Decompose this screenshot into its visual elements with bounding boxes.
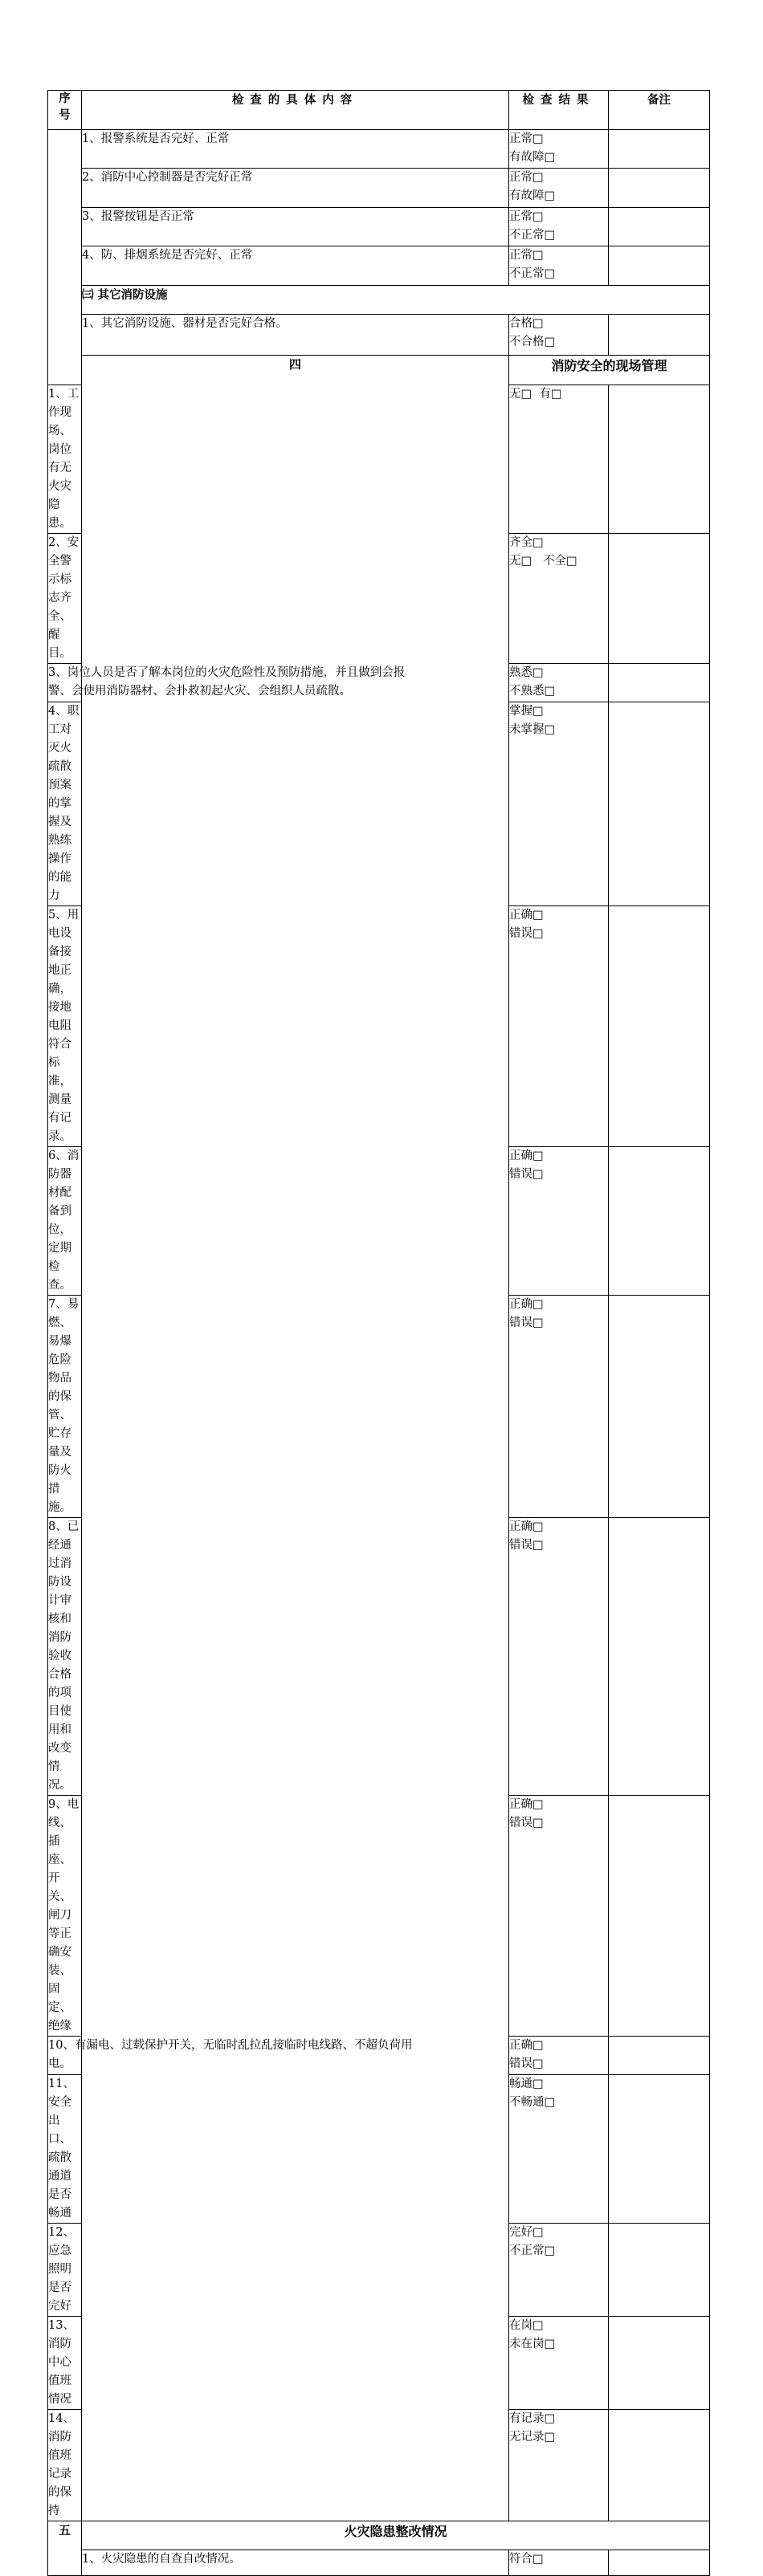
item-note (609, 2317, 710, 2410)
item-note (609, 1518, 710, 1796)
item-content: 12、应急照明是否完好 (48, 2224, 82, 2317)
section-title-row (48, 356, 710, 385)
item-result: 正常□ 不正常□ (509, 246, 609, 286)
item-result: 无□ 有□ (509, 385, 609, 534)
section-title-row (48, 2521, 710, 2550)
item-content: 1、报警系统是否完好、正常 (82, 130, 509, 169)
header-content: 检查的具体内容 (82, 91, 509, 130)
item-result: 掌握□ 未掌握□ (509, 702, 609, 906)
table-row (48, 169, 710, 208)
item-result: 在岗□ 未在岗□ (509, 2317, 609, 2410)
subsection-row (48, 286, 710, 315)
item-note (609, 2037, 710, 2075)
item-result: 正确□ 错误□ (509, 1518, 609, 1796)
header-result: 检查结果 (509, 91, 609, 130)
item-content: 7、易燃、易爆危险物品的保管、贮存量及防火措施。 (48, 1296, 82, 1518)
item-note (609, 906, 710, 1147)
header-row (48, 91, 710, 130)
item-result: 完好□ 不正常□ (509, 2224, 609, 2317)
item-content: 14、消防值班记录的保持 (48, 2410, 82, 2521)
item-content: 3、报警按钮是否正常 (82, 208, 509, 246)
item-note (609, 2224, 710, 2317)
item-content: 2、安全警示标志齐全、醒目。 (48, 534, 82, 664)
section3-no (48, 130, 82, 385)
item-content: 1、工作现场、岗位有无火灾隐患。 (48, 385, 82, 534)
item-note (609, 1147, 710, 1296)
item-content: 8、已经通过消防设计审核和消防验收合格的项目使用和改变情况。 (48, 1518, 82, 1796)
item-note (609, 315, 710, 356)
item-content: 4、防、排烟系统是否完好、正常 (82, 246, 509, 286)
item-note (609, 169, 710, 208)
item-result: 符合□ (509, 2550, 609, 2576)
item-note (609, 2075, 710, 2224)
table-row (48, 130, 710, 169)
table-row (48, 246, 710, 286)
item-content: 13、消防中心值班情况 (48, 2317, 82, 2410)
item-result: 齐全□ 无□ 不全□ (509, 534, 609, 664)
item-result: 正常□ 有故障□ (509, 169, 609, 208)
item-content: 6、消防器材配备到位，定期检查。 (48, 1147, 82, 1296)
subsection-title: ㈢ 其它消防设施 (82, 286, 710, 315)
section4-no: 四 (82, 356, 509, 2521)
item-content: 3、岗位人员是否了解本岗位的火灾危险性及预防措施，并且做到会报 警、会使用消防器材、会扑救初起火灾、会组织人员疏散。 (48, 664, 82, 702)
table-row (48, 208, 710, 246)
item-content: 2、消防中心控制器是否完好正常 (82, 169, 509, 208)
header-note: 备注 (609, 91, 710, 130)
item-content: 9、电线、插座、开关、闸刀等正确安装、固定、绝缘 (48, 1796, 82, 2037)
item-result: 有记录□ 无记录□ (509, 2410, 609, 2521)
fire-safety-checklist-table (47, 90, 710, 2576)
item-note (609, 246, 710, 286)
item-content: 5、用电设备接地正确，接地电阻符合标准，测量有记录。 (48, 906, 82, 1147)
item-note (609, 664, 710, 702)
item-content: 4、职工对灭火疏散预案的掌握及熟练操作的能力 (48, 702, 82, 906)
item-result: 正常□ 有故障□ (509, 130, 609, 169)
item-note (609, 385, 710, 534)
item-note (609, 130, 710, 169)
item-result: 熟悉□ 不熟悉□ (509, 664, 609, 702)
item-note (609, 2550, 710, 2576)
section4-title: 消防安全的现场管理 (509, 356, 710, 385)
header-no: 序 号 (48, 91, 82, 130)
item-note (609, 702, 710, 906)
item-note (609, 2410, 710, 2521)
item-result: 正确□ 错误□ (509, 1296, 609, 1518)
item-note (609, 1296, 710, 1518)
item-result: 正常□ 不正常□ (509, 208, 609, 246)
item-note (609, 1796, 710, 2037)
item-content: 1、其它消防设施、器材是否完好合格。 (82, 315, 509, 356)
table-row (48, 2550, 710, 2576)
item-result: 正确□ 错误□ (509, 1147, 609, 1296)
item-result: 畅通□ 不畅通□ (509, 2075, 609, 2224)
item-result: 正确□ 错误□ (509, 2037, 609, 2075)
item-result: 正确□ 错误□ (509, 1796, 609, 2037)
item-note (609, 534, 710, 664)
item-result: 正确□ 错误□ (509, 906, 609, 1147)
item-content: 11、安全出口、疏散通道是否畅通 (48, 2075, 82, 2224)
item-result: 合格□ 不合格□ (509, 315, 609, 356)
item-note (609, 208, 710, 246)
item-content: 1、火灾隐患的自查自改情况。 (82, 2550, 509, 2576)
section5-no: 五 (48, 2521, 82, 2576)
item-content: 10、有漏电、过载保护开关，无临时乱拉乱接临时电线路、不超负荷用 电。 (48, 2037, 82, 2075)
table-row (48, 315, 710, 356)
section5-title: 火灾隐患整改情况 (82, 2521, 710, 2550)
